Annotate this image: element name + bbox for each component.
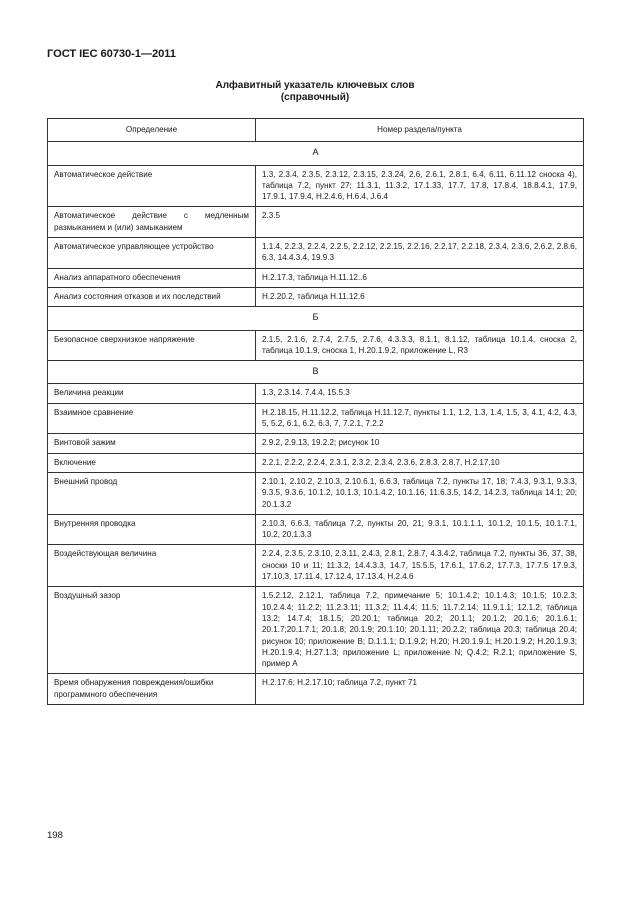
- term-cell: Включение: [48, 453, 256, 472]
- section-letter-row: [48, 361, 584, 384]
- table-row: [48, 287, 584, 306]
- term-cell: Внешний провод: [48, 472, 256, 514]
- refs-cell: 1.5.2.12, 2.12.1, таблица 7.2, примечание 5; 10.1.4.2; 10.1.4.3; 10.1.5; 10.2.3; 10.2.4.4; 11.2.2; 11.2.3.11; 11.3.2; 11.4.4; 11.5; 11.7.2.14; 11.9.1.1; 12.1.2; таблица 13.2; 14.7.4; 18.1.5; 20.20.1; таблица 20.2; 20.1.1; 20.1.2; 20.1.6; 20.1.6.1; 20.1.7;20.1.7.1; 20.1.8; 20.1.9; 20.1.10; 20.1.11; 20.2.2; таблица 20.3; таблица 20.4; рисунок 10; приложение В; D.1.1.1; D.1.9.2; Н.20; Н.20.1.9.1; Н.20.1.9.2; Н.20.1.9.3; Н.20.1.9.4; Н.27.1.3; приложение L; приложение N; Q.4.2; R.2.1; приложение S, пример А: [256, 587, 584, 674]
- term-cell: Автоматическое действие с медленным размыканием и (или) замыканием: [48, 207, 256, 238]
- table-row: [48, 587, 584, 674]
- keyword-index-table: [47, 118, 584, 705]
- section-letter: А: [48, 142, 584, 165]
- table-row: [48, 207, 584, 238]
- refs-cell: Н.2.18.15, Н.11.12.2, таблица Н.11.12.7, пункты 1.1, 1.2, 1.3, 1.4, 1.5, 3, 4.1, 4.2, 4.3, 5, 5.2, 6.1, 6.2, 6.3, 7, 7.2.1, 7.2.2: [256, 403, 584, 434]
- term-cell: Время обнаружения повреждения/ошибки программного обеспечения: [48, 674, 256, 705]
- term-cell: Автоматическое действие: [48, 165, 256, 207]
- table-row: [48, 165, 584, 207]
- refs-cell: Н.2.17.3, таблица Н.11.12..6: [256, 268, 584, 287]
- column-header-section-number: Номер раздела/пункта: [256, 119, 584, 142]
- table-row: [48, 238, 584, 269]
- refs-cell: 2.1.5, 2.1.6, 2.7.4, 2.7.5, 2.7.6, 4.3.3.3, 8.1.1, 8.1.12, таблица 10.1.4, сноска 2, таблица 10.1.9, сноска 1, Н.20.1.9.2, приложение L, R3: [256, 330, 584, 361]
- table-row: [48, 434, 584, 453]
- refs-cell: 1.3, 2.3.14. 7.4.4, 15.5.3: [256, 384, 584, 403]
- term-cell: Величина реакции: [48, 384, 256, 403]
- refs-cell: Н.2.17.6; Н.2.17.10; таблица 7.2, пункт 71: [256, 674, 584, 705]
- term-cell: Анализ состояния отказов и их последствий: [48, 287, 256, 306]
- section-letter: Б: [48, 307, 584, 330]
- refs-cell: Н.2.20.2, таблица Н.11.12.6: [256, 287, 584, 306]
- index-title-block: [47, 80, 583, 104]
- refs-cell: 2.2.1, 2.2.2, 2.2.4, 2.3.1, 2.3.2, 2.3.4, 2.3.6, 2.8.3. 2.8.7, Н.2.17.10: [256, 453, 584, 472]
- section-letter-row: [48, 142, 584, 165]
- section-letter-row: [48, 307, 584, 330]
- refs-cell: 2.2.4, 2.3.5, 2.3.10, 2.3.11, 2.4.3, 2.8.1, 2.8.7, 4.3.4.2, таблица 7.2, пункты 36, 37, 38, сноски 10 и 11; 11.3.2, 14.4.3.3, 14.7, 15.5.5, 17.6.1, 17.6.2, 17.7.3, 17.7.5 17.9.3, 17.10.3, 17.11.4, 17.12.4, 17.13.4, Н.2.4.6: [256, 545, 584, 587]
- table-row: [48, 472, 584, 514]
- refs-cell: 1.3, 2.3.4, 2.3.5, 2.3.12, 2.3.15, 2.3.24, 2.6, 2.6.1, 2.8.1, 6.4, 6.11, 6.11.12 сноска 4), таблица 7.2, пункт 27; 11.3.1, 11.3.2, 17.1.33, 17.7, 17.8, 17.8.4, 18.8.4.1, 17.9, 17.9.1, 17.9.4, Н.2.4.6, Н.6.4, J.6.4: [256, 165, 584, 207]
- refs-cell: 1.1.4, 2.2.3, 2.2.4, 2.2.5, 2.2.12, 2.2.15, 2.2.16, 2.2.17, 2.2.18, 2.3.4, 2.3.6, 2.6.2, 2.8.6, 6.3, 14.4.3.4, 19.9.3: [256, 238, 584, 269]
- term-cell: Анализ аппаратного обеспечения: [48, 268, 256, 287]
- index-title: Алфавитный указатель ключевых слов: [215, 80, 415, 91]
- table-header-row: [48, 119, 584, 142]
- page-number: 198: [47, 830, 63, 841]
- term-cell: Воздействующая величина: [48, 545, 256, 587]
- section-letter: В: [48, 361, 584, 384]
- term-cell: Безопасное сверхнизкое напряжение: [48, 330, 256, 361]
- table-row: [48, 453, 584, 472]
- refs-cell: 2.10.1, 2.10.2, 2.10.3, 2.10.6.1, 6.6.3, таблица 7.2, пункты 17, 18; 7.4.3, 9.3.1, 9.3.3, 9.3.5, 9.3.6, 10.1.2, 10.1.3, 10.1.4.2, 10.1.16, 11.6.3.5, 14.2, 14.2.3, таблица 14.1; 20; 20.1.3.2: [256, 472, 584, 514]
- refs-cell: 2.10.3, 6.6.3, таблица 7.2, пункты 20, 21; 9.3.1, 10.1.1.1, 10.1.2, 10.1.5, 10.1.7.1, 10.2, 20.1.3.3: [256, 514, 584, 545]
- table-row: [48, 545, 584, 587]
- column-header-definition: Определение: [48, 119, 256, 142]
- term-cell: Взаимное сравнение: [48, 403, 256, 434]
- table-row: [48, 514, 584, 545]
- refs-cell: 2.3.5: [256, 207, 584, 238]
- term-cell: Автоматическое управляющее устройство: [48, 238, 256, 269]
- refs-cell: 2.9.2, 2.9.13, 19.2.2; рисунок 10: [256, 434, 584, 453]
- table-row: [48, 674, 584, 705]
- table-row: [48, 403, 584, 434]
- index-subtitle: (справочный): [280, 92, 350, 103]
- document-header: ГОСТ IEC 60730-1—2011: [47, 48, 176, 60]
- table-row: [48, 330, 584, 361]
- term-cell: Внутренняя проводка: [48, 514, 256, 545]
- term-cell: Воздушный зазор: [48, 587, 256, 674]
- table-row: [48, 384, 584, 403]
- term-cell: Винтовой зажим: [48, 434, 256, 453]
- table-row: [48, 268, 584, 287]
